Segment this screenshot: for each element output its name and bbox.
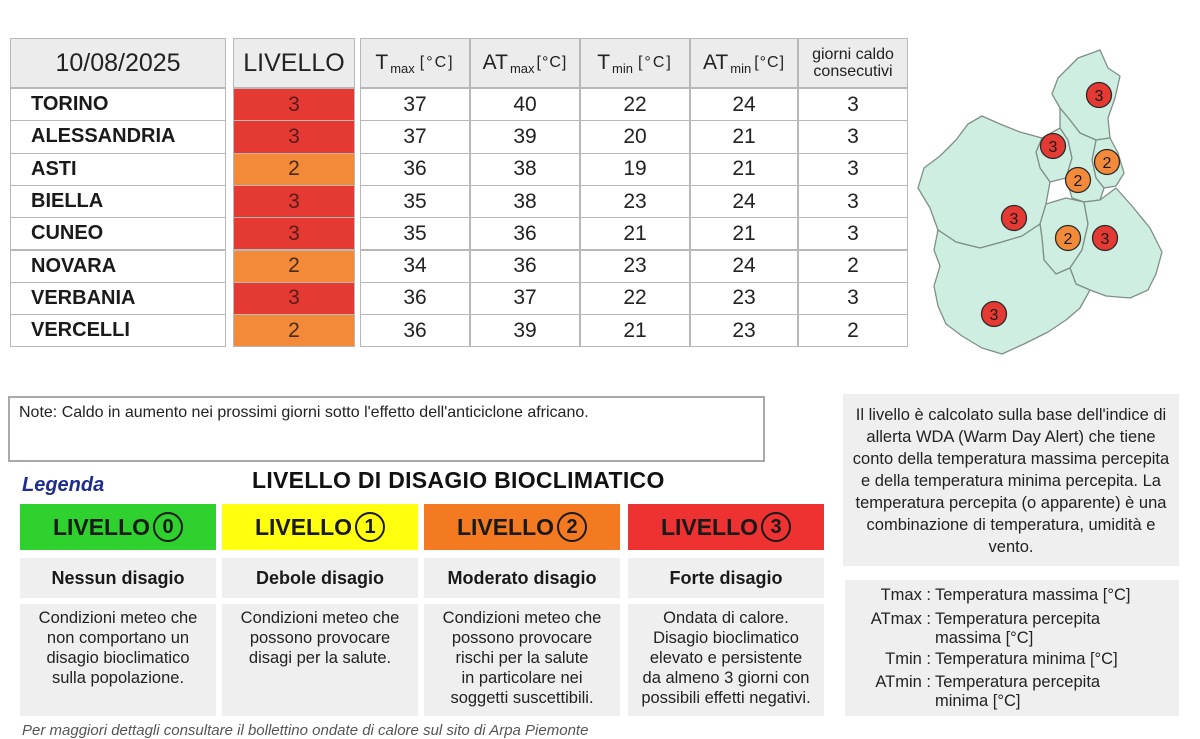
atmax-header	[470, 38, 580, 88]
legend-title: LIVELLO DI DISAGIO BIOCLIMATICO	[252, 467, 665, 493]
tmin-cell: 21	[580, 314, 690, 347]
note-box	[8, 396, 765, 462]
map-marker-label: 2	[1102, 155, 1112, 172]
city-name: ALESSANDRIA	[10, 120, 226, 153]
tmin-cell: 23	[580, 185, 690, 218]
tmax-cell: 36	[360, 314, 470, 347]
legend-level-name: Nessun disagio	[20, 558, 216, 598]
level-cell: 3	[233, 120, 355, 153]
definition-key: Tmax :	[880, 586, 931, 604]
legend-level-0-badge	[20, 504, 216, 550]
days-cell: 3	[798, 217, 908, 250]
province-torino	[918, 116, 1050, 248]
legend-level-description: Condizioni meteo che non comportano un disagio bioclimatico sulla popolazione.	[20, 604, 216, 716]
province-shapes	[918, 50, 1162, 354]
atmin-cell: 24	[690, 185, 798, 218]
definitions-box	[845, 580, 1179, 716]
tmin-header-unit: [°C]	[637, 54, 673, 71]
atmax-cell: 36	[470, 250, 580, 283]
map-marker-torino	[1002, 206, 1027, 231]
days-cell: 2	[798, 250, 908, 283]
map-marker-cuneo	[982, 302, 1007, 327]
legend-level-3-badge	[628, 504, 824, 550]
map-marker-novara	[1095, 150, 1120, 175]
level-cell: 3	[233, 88, 355, 121]
tmin-cell: 19	[580, 153, 690, 186]
map-marker-label: 2	[1063, 231, 1073, 248]
tmax-header	[360, 38, 470, 88]
map-marker-label: 3	[1009, 211, 1019, 228]
legend-level-name: Moderato disagio	[424, 558, 620, 598]
atmax-cell: 39	[470, 120, 580, 153]
legend-level-number: 0	[153, 512, 183, 542]
map-marker-alessandria	[1093, 226, 1118, 251]
definition-key: Tmin :	[885, 650, 931, 668]
piemonte-map	[910, 28, 1172, 358]
definition-value: Temperatura percepita massima [°C]	[935, 610, 1101, 647]
legend-label: Legenda	[22, 474, 105, 496]
legend-level-number: 3	[761, 512, 791, 542]
tmax-cell: 35	[360, 217, 470, 250]
tmin-header-sub: min	[612, 60, 633, 76]
atmin-cell: 21	[690, 217, 798, 250]
definition-value: Temperatura massima [°C]	[935, 586, 1131, 604]
city-name: BIELLA	[10, 185, 226, 218]
atmax-cell: 36	[470, 217, 580, 250]
legend-level-1-badge	[222, 504, 418, 550]
city-name: VERCELLI	[10, 314, 226, 347]
city-name: ASTI	[10, 153, 226, 186]
city-name: CUNEO	[10, 217, 226, 250]
atmin-cell: 24	[690, 250, 798, 283]
tmin-cell: 20	[580, 120, 690, 153]
legend-level-word: LIVELLO	[660, 513, 759, 540]
atmax-cell: 40	[470, 88, 580, 121]
map-marker-verbania	[1087, 83, 1112, 108]
definition-key: ATmin :	[875, 673, 931, 691]
info-box	[843, 394, 1179, 566]
map-marker-label: 2	[1073, 173, 1083, 190]
legend-level-2-badge	[424, 504, 620, 550]
atmin-cell: 23	[690, 282, 798, 315]
date-header: 10/08/2025	[10, 38, 226, 88]
legend-level-name: Debole disagio	[222, 558, 418, 598]
definition-value: Temperatura percepita minima [°C]	[935, 673, 1101, 710]
atmax-cell: 38	[470, 185, 580, 218]
atmin-header-unit: [°C]	[754, 54, 786, 71]
atmax-cell: 37	[470, 282, 580, 315]
legend-level-word: LIVELLO	[52, 513, 151, 540]
level-cell: 3	[233, 217, 355, 250]
definition-key: ATmax :	[870, 610, 931, 628]
level-cell: 3	[233, 185, 355, 218]
atmin-cell: 21	[690, 120, 798, 153]
tmax-cell: 35	[360, 185, 470, 218]
legend-level-word: LIVELLO	[254, 513, 353, 540]
days-cell: 3	[798, 153, 908, 186]
tmin-cell: 23	[580, 250, 690, 283]
level-header: LIVELLO	[233, 38, 355, 88]
days-cell: 3	[798, 88, 908, 121]
days-cell: 3	[798, 185, 908, 218]
map-marker-label: 3	[989, 307, 999, 324]
tmin-cell: 22	[580, 88, 690, 121]
city-name: VERBANIA	[10, 282, 226, 315]
atmin-cell: 21	[690, 153, 798, 186]
map-marker-biella	[1041, 134, 1066, 159]
legend-level-number: 1	[355, 512, 385, 542]
legend-level-description: Condizioni meteo che possono provocare disagi per la salute.	[222, 604, 418, 716]
tmax-cell: 36	[360, 153, 470, 186]
level-cell: 2	[233, 314, 355, 347]
map-marker-label: 3	[1048, 139, 1058, 156]
atmin-header-sub: min	[730, 60, 752, 76]
days-header-line2: consecutivi	[813, 63, 893, 80]
level-cell: 2	[233, 153, 355, 186]
info-text: Il livello è calcolato sulla base dell'indice di allerta WDA (Warm Day Alert) che tiene conto della temperatura massima percepita e della temperatura minima percepita. La temperatura percepita (o apparente) è una combinazione di temperatura, umidità e vento.	[852, 406, 1170, 556]
tmin-header	[580, 38, 690, 88]
tmax-cell: 37	[360, 120, 470, 153]
level-cell: 2	[233, 250, 355, 283]
days-cell: 3	[798, 282, 908, 315]
tmax-cell: 37	[360, 88, 470, 121]
map-marker-label: 3	[1094, 88, 1104, 105]
atmax-cell: 39	[470, 314, 580, 347]
tmax-header-sub: max	[390, 60, 415, 76]
legend-level-word: LIVELLO	[456, 513, 555, 540]
tmax-cell: 36	[360, 282, 470, 315]
legend-level-description: Condizioni meteo che possono provocare rischi per la salute in particolare nei soggetti suscettibili.	[424, 604, 620, 716]
footer-cut-text: Per maggiori dettagli consultare il bollettino ondate di calore sul sito di Arpa Piemonte	[22, 722, 589, 739]
atmax-header-sub: max	[509, 60, 535, 76]
atmin-cell: 23	[690, 314, 798, 347]
days-header	[798, 38, 908, 88]
days-header-line1: giorni caldo	[812, 46, 894, 63]
note-text: Note: Caldo in aumento nei prossimi giorni sotto l'effetto dell'anticiclone africano.	[19, 404, 589, 421]
tmin-header-main: T	[597, 51, 611, 74]
tmin-cell: 22	[580, 282, 690, 315]
atmin-header	[690, 38, 798, 88]
atmin-header-main: AT	[702, 51, 729, 74]
city-name: NOVARA	[10, 250, 226, 283]
days-cell: 2	[798, 314, 908, 347]
legend-level-description: Ondata di calore. Disagio bioclimatico elevato e persistente da almeno 3 giorni con possibili effetti negativi.	[628, 604, 824, 716]
level-cell: 3	[233, 282, 355, 315]
tmax-header-unit: [°C]	[419, 54, 455, 71]
map-marker-asti	[1056, 226, 1081, 251]
definition-value: Temperatura minima [°C]	[935, 650, 1118, 668]
atmin-cell: 24	[690, 88, 798, 121]
atmax-header-unit: [°C]	[536, 54, 568, 71]
legend-level-name: Forte disagio	[628, 558, 824, 598]
tmax-header-main: T	[375, 51, 389, 74]
tmax-cell: 34	[360, 250, 470, 283]
atmax-cell: 38	[470, 153, 580, 186]
legend-level-number: 2	[557, 512, 587, 542]
city-name: TORINO	[10, 88, 226, 121]
days-cell: 3	[798, 120, 908, 153]
atmax-header-main: AT	[482, 51, 508, 74]
map-marker-vercelli	[1066, 168, 1091, 193]
tmin-cell: 21	[580, 217, 690, 250]
map-marker-label: 3	[1100, 231, 1110, 248]
